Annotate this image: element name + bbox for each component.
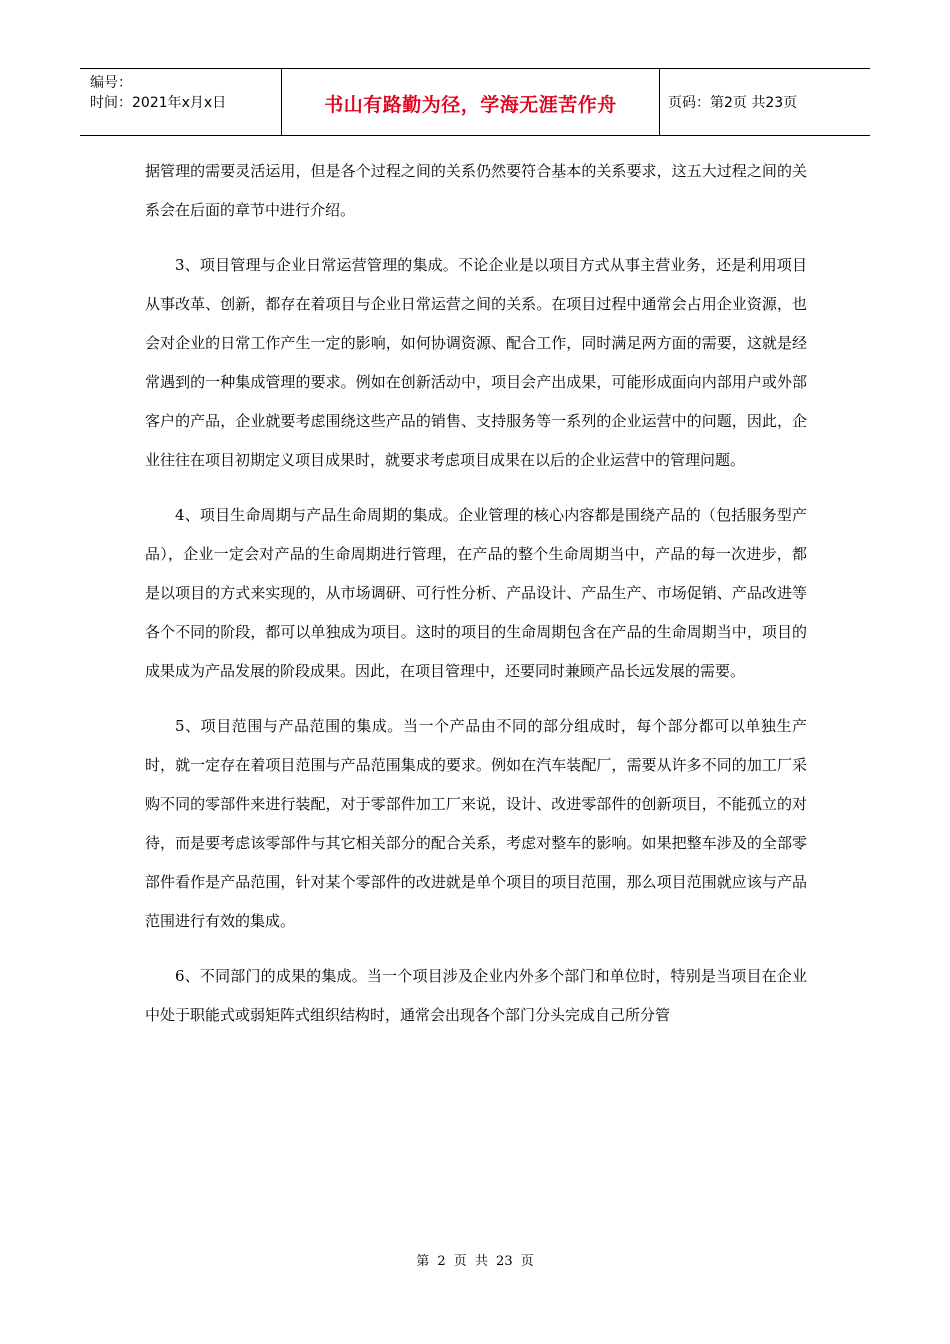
paragraph: 6、不同部门的成果的集成。当一个项目涉及企业内外多个部门和单位时，特别是当项目在企业中处于职能式或弱矩阵式组织结构时，通常会出现各个部门分头完成自己所分管 — [145, 967, 807, 1024]
paragraph: 3、项目管理与企业日常运营管理的集成。不论企业是以项目方式从事主营业务，还是利用项目从事改革、创新，都存在着项目与企业日常运营之间的关系。在项目过程中通常会占用企业资源，也会对企业的日常工作产生一定的影响，如何协调资源、配合工作，同时满足两方面的需要，这就是经常遇到的一种集成管理的要求。例如在创新活动中，项目会产出成果，可能形成面向内部用户或外部客户的产品，企业就要考虑围绕这些产品的销售、支持服务等一系列的企业运营中的问题，因此，企业往往在项目初期定义项目成果时，就要求考虑项目成果在以后的企业运营中的管理问题。 — [145, 256, 807, 469]
paragraph: 据管理的需要灵活运用，但是各个过程之间的关系仍然要符合基本的关系要求，这五大过程之间的关系会在后面的章节中进行介绍。 — [145, 162, 807, 219]
header-motto: 书山有路勤为径，学海无涯苦作舟 — [324, 93, 617, 116]
document-body — [145, 152, 807, 1035]
document-time-label: 时间：2021年x月x日 — [90, 95, 227, 111]
header-motto-cell — [282, 69, 660, 135]
header-page-info: 页码：第2页 共23页 — [668, 95, 798, 111]
paragraph: 5、项目范围与产品范围的集成。当一个产品由不同的部分组成时，每个部分都可以单独生产时，就一定存在着项目范围与产品范围集成的要求。例如在汽车装配厂，需要从许多不同的加工厂采购不同的零部件来进行装配，对于零部件加工厂来说，设计、改进零部件的创新项目，不能孤立的对待，而是要考虑该零部件与其它相关部分的配合关系，考虑对整车的影响。如果把整车涉及的全部零部件看作是产品范围，针对某个零部件的改进就是单个项目的项目范围，那么项目范围就应该与产品范围进行有效的集成。 — [145, 717, 807, 930]
page-header — [80, 68, 870, 136]
document-number-label: 编号： — [90, 75, 132, 91]
header-page-info-cell — [660, 69, 870, 135]
header-meta — [80, 69, 282, 135]
page-footer: 第 2 页 共 23 页 — [416, 1254, 534, 1269]
paragraph: 4、项目生命周期与产品生命周期的集成。企业管理的核心内容都是围绕产品的（包括服务型产品），企业一定会对产品的生命周期进行管理，在产品的整个生命周期当中，产品的每一次进步，都是以项目的方式来实现的，从市场调研、可行性分析、产品设计、产品生产、市场促销、产品改进等各个不同的阶段，都可以单独成为项目。这时的项目的生命周期包含在产品的生命周期当中，项目的成果成为产品发展的阶段成果。因此，在项目管理中，还要同时兼顾产品长远发展的需要。 — [145, 506, 807, 680]
